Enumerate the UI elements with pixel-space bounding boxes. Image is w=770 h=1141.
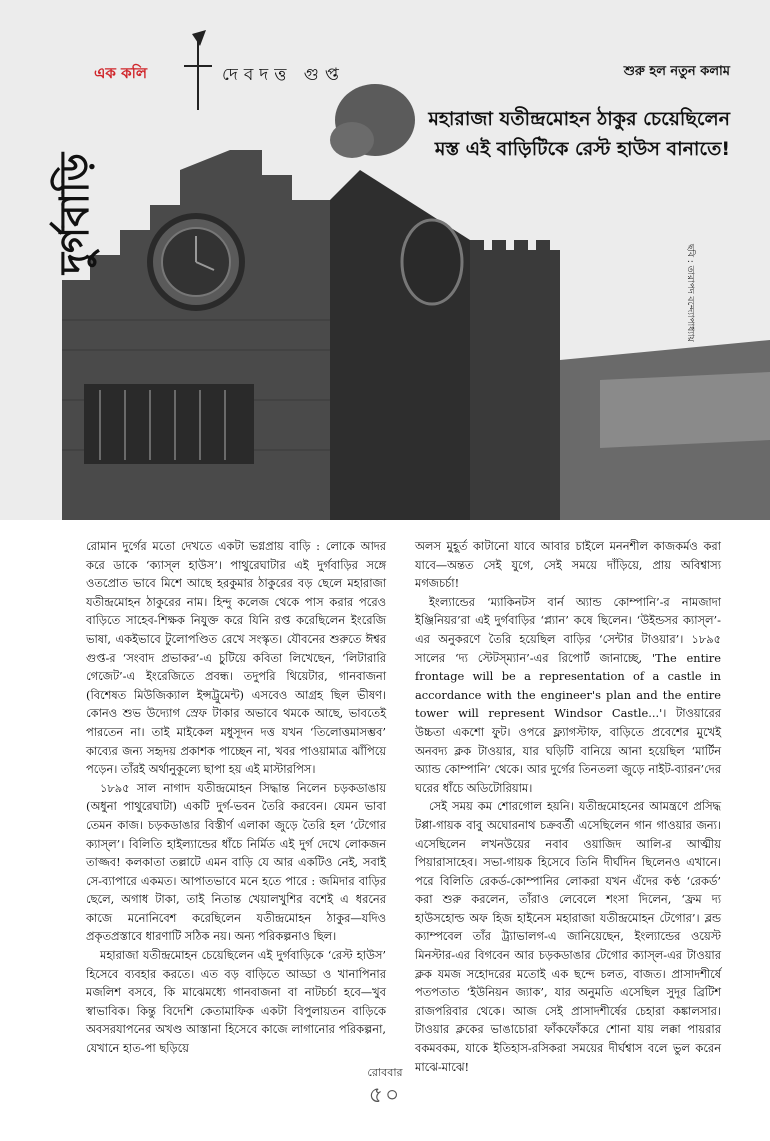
paragraph: ১৮৯৫ সাল নাগাদ যতীন্দ্রমোহন সিদ্ধান্ত নিলেন চড়কডাঙায় (অধুনা পাথুরেঘাটা) একটি দুর্গ-ভবন তৈরি করবেন। যেমন ভাবা তেমন কাজ। চড়কডাঙার বিস্তীর্ণ এলাকা জুড়ে তৈরি হল ‘টেগোর ক্যাস্‌ল’। বিলিতি হাইল্যান্ডের ধাঁচে নির্মিত এই দুর্গ দেখে লোকজন তাজ্জব! কলকাতা তল্লাটে এমন বাড়ি যে আর একটিও নেই, সবাই সে-ব্যাপারে একমত। আপাতভাবে মনে হতে পারে : জমিদার বাড়ির ছেলে, অগাধ টাকা, তাই নিতান্ত খেয়ালখুশির বশেই এ ধরনের কাজে মনোনিবেশ করেছিলেন যতীন্দ্রমোহন ঠাকুর—যদিও প্রকৃতপ্রস্তাবে ধারণাটি সঠিক নয়। অন্য পরিকল্পনাও ছিল। bbox=[86, 780, 386, 944]
paragraph: অলস মুহূর্ত কাটানো যাবে আবার চাইলে মননশীল কাজকর্মও করা যাবে—অন্তত সেই যুগে, সেই সময়ে দাঁড়িয়ে, প্রায় অবিশ্বাস্য মগজচর্চা! bbox=[415, 539, 721, 591]
article-column-right bbox=[415, 537, 721, 1076]
paragraph: মহারাজা যতীন্দ্রমোহন চেয়েছিলেন এই দুর্গবাড়িকে ‘রেস্ট হাউস’ হিসেবে ব্যবহার করতে। এত বড় বাড়িতে আড্ডা ও খানাপিনার মজলিশ বসবে, কি মাঝেমধ্যে গানবাজনা বা নাটচর্চা হবে—খুব স্বাভাবিক। কিন্তু বিদেশি কেতামাফিক একটা বিপুলায়তন বাড়িকে অবসরযাপনের অখণ্ড আস্তানা হিসেবে কাজে লাগানোর পরিকল্পনা, যেখানে হাত-পা ছড়িয়ে bbox=[86, 948, 386, 1056]
headline: মহারাজা যতীন্দ্রমোহন ঠাকুর চেয়েছিলেন মস্ত এই বাড়িটিকে রেস্ট হাউস বানাতে! bbox=[428, 108, 730, 160]
photo-credit: ছবি : তারাপদ বন্দ্যোপাধ্যায় bbox=[685, 244, 695, 342]
section-title: দুর্গবাড়ি bbox=[52, 152, 98, 274]
paragraph: ইংল্যান্ডের ‘ম্যাকিনটস বার্ন অ্যান্ড কোম্পানি’-র নামজাদা ইঞ্জিনিয়র’রা এই দুর্গবাড়ির ‘প্ল্যান’ কষে ছিলেন। ‘উইন্ডসর ক্যাস্‌ল’-এর অনুকরণে তৈরি হয়েছিল বাড়ির ‘সেন্টার টাওয়ার’। ১৮৯৫ সালের ‘দ্য স্টেটস্‌ম্যান’-এর রিপোর্ট জানাচ্ছে, 'The entire frontage will be a representation of a castle in accordance with the engineer's plan and the entire tower will represent Windsor Castle...'। টাওয়ারের উচ্চতা একশো ফুট। ওপরে ফ্ল্যাগস্টাফ, বাড়িতে প্রবেশের মুখেই অনবদ্য ক্লক টাওয়ার, যার ঘড়িটি বানিয়ে আনা হয়েছিল ‘মার্টিন অ্যান্ড কোম্পানি’ থেকে। আর দুর্গের তিনতলা জুড়ে নাইট-ব্যারন’দের ঘরের ধাঁচে অডিটোরিয়াম। bbox=[415, 594, 721, 795]
column-kicker: এক কলি bbox=[94, 64, 148, 82]
page-number: ৫০ bbox=[368, 1083, 402, 1108]
paragraph: সেই সময় কম শোরগোল হয়নি। যতীন্দ্রমোহনের আমন্ত্রণে প্রসিদ্ধ টপ্পা-গায়ক বাবু অঘোরনাথ চক্রবর্তী এসেছিলেন গান গাওয়ার জন্য। এসেছিলেন লখনউয়ের নবাব ওয়াজিদ আলি-র আত্মীয় পিয়ারাসাহেব। সভা-গায়ক হিসেবে তিনি দীর্ঘদিন ছিলেনও এখানে। পরে বিলিতি রেকর্ড-কোম্পানির লোকরা যখন এঁদের কণ্ঠ ‘রেকর্ড’ করা শুরু করলেন, তাঁরাও লেবেলে শংসা দিলেন, ‘ফ্রম দ্য হাউসহোল্ড অফ হিজ হাইনেস মহারাজা যতীন্দ্রমোহন টেগোর’। ব্লন্ড ক্যাম্পবেল তাঁর ট্র্যাভালগ-এ জানিয়েছেন, ইংল্যান্ডের ওয়েস্ট মিনস্টার-এর বিগবেন আর চড়কডাঙার টেগোর ক্যাস্‌ল-এর টাওয়ার ক্লক যমজ সহোদরের মতোই এক ছন্দে চলত, বাজত। প্রাসাদশীর্ষে পতপতাত ‘ইউনিয়ন জ্যাক’, যার অনুমতি এসেছিল সুদূর ব্রিটিশ রাজপরিবার থেকে। আজ সেই প্রাসাদশীর্ষের চেহারা কঙ্কালসার। টাওয়ার ক্লকের ভাঙাচোরা ফাঁকফোঁকরে শোনা যায় লক্কা পায়রার বকমবকম, যাকে ইতিহাস-রসিকরা সময়ের দীর্ঘশ্বাস বলে ভুল করেন মাঝে-মাঝে! bbox=[415, 799, 721, 1074]
author-name: দেবদত্ত গুপ্ত bbox=[222, 65, 345, 85]
new-column-tag: শুরু হল নতুন কলাম bbox=[623, 64, 730, 79]
article-column-left bbox=[86, 537, 386, 1058]
paragraph: রোমান দুর্গের মতো দেখতে একটা ভগ্নপ্রায় বাড়ি : লোকে আদর করে ডাকে ‘ক্যাস্‌ল হাউস’। পাথুরেঘাটার এই দুর্গবাড়ির সঙ্গে ওতপ্রোত ভাবে মিশে আছে হরকুমার ঠাকুরের বড় ছেলে মহারাজা যতীন্দ্রমোহন ঠাকুরের নাম। হিন্দু কলেজ থেকে পাস করার পরেও বাড়িতে সাহেব-শিক্ষক নিযুক্ত করে যিনি রপ্ত করেছিলেন ইংরেজি ভাষা, একইভাবে টুলোপণ্ডিত রেখে সংস্কৃত। যৌবনের শুরুতে ঈশ্বর গুপ্ত-র ‘সংবাদ প্রভাকর’-এ চুটিয়ে কবিতা লিখেছেন, ‘লিটারারি গেজেট’-এ ইংরেজিতে প্রবন্ধ। তদুপরি থিয়েটার, গানবাজনা (বিশেষত মিউজিক্যাল ইন্সট্রুমেন্ট) এসবেও আগ্রহ ছিল ভীষণ। কোনও শুভ উদ্যোগ স্রেফ টাকার অভাবে থমকে আছে, ভাবতেই পারতেন না। তাই মাইকেল মধুসূদন দত্ত যখন ‘তিলোত্তমাসম্ভব’ কাব্যের জন্য সহৃদয় প্রকাশক পাচ্ছেন না, খবর পাওয়ামাত্র ঝাঁপিয়ে পড়েন। তাঁরই অর্থানুকূল্যে ছাপা হয় এই মাস্টারপিস। bbox=[86, 539, 386, 777]
magazine-name: রোববার bbox=[367, 1066, 403, 1079]
